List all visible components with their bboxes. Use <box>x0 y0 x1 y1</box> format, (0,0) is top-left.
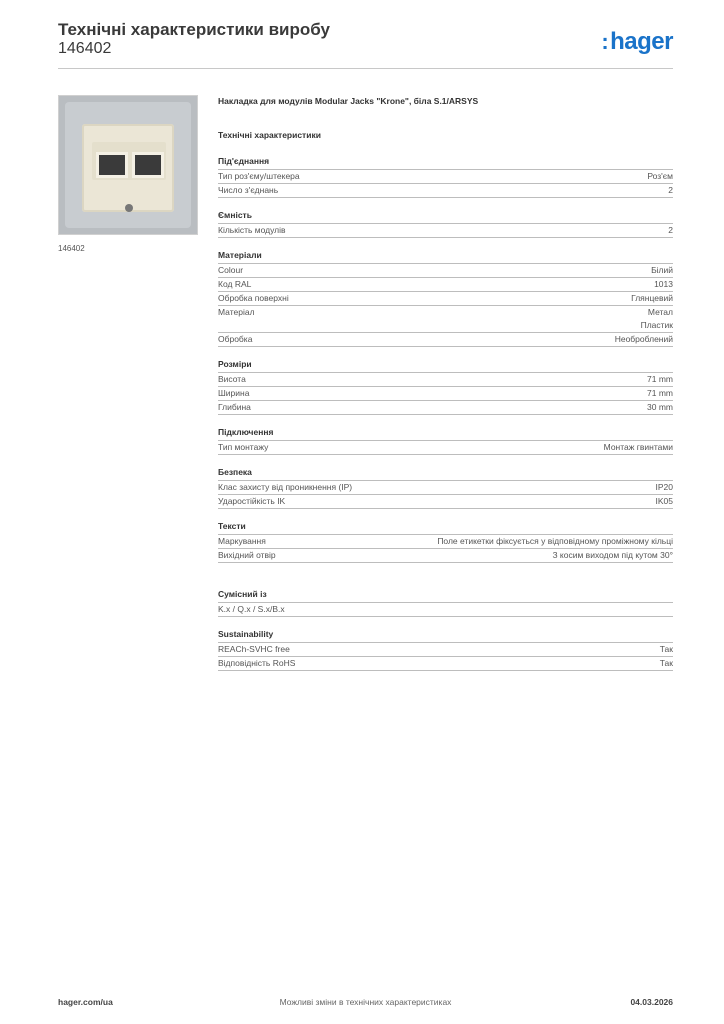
spec-value <box>604 441 673 454</box>
spec-row <box>218 387 673 401</box>
spec-row <box>218 373 673 387</box>
spec-label: Кількість модулів <box>218 225 286 235</box>
header <box>58 20 673 68</box>
header-divider <box>58 68 673 69</box>
section-title: Під'єднання <box>218 156 673 170</box>
section-title: Розміри <box>218 359 673 373</box>
spec-row <box>218 264 673 278</box>
footer-disclaimer: Можливі зміни в технічних характеристиках <box>279 997 452 1007</box>
spec-value-line: Так <box>659 644 673 654</box>
jack-socket-icon <box>96 152 128 178</box>
spec-section <box>218 359 673 415</box>
spec-section <box>218 250 673 347</box>
product-code: 146402 <box>58 40 112 57</box>
spec-value-line: Так <box>659 658 673 668</box>
spec-section <box>218 467 673 509</box>
spec-label: Код RAL <box>218 279 252 289</box>
product-image <box>58 95 198 235</box>
screw-icon <box>125 204 133 212</box>
spec-value <box>654 278 673 291</box>
spec-section <box>218 427 673 455</box>
spec-row <box>218 643 673 657</box>
spec-value-line: Метал <box>647 307 673 317</box>
spec-value <box>615 333 673 346</box>
spec-value-line: 2 <box>668 225 673 235</box>
spec-label: Висота <box>218 374 246 384</box>
spec-value-line: IK05 <box>655 496 673 506</box>
spec-value <box>651 264 673 277</box>
spec-row <box>218 401 673 415</box>
spec-value-line: Поле етикетки фіксується у відповідному проміжному кільці <box>437 536 673 546</box>
spec-row <box>218 292 673 306</box>
jack-panel <box>92 142 166 180</box>
page-title: Технічні характеристики виробу <box>58 20 330 39</box>
spec-section <box>218 156 673 198</box>
spec-row <box>218 170 673 184</box>
spec-content <box>218 96 673 671</box>
section-title: Сумісний із <box>218 589 673 603</box>
spec-row <box>218 278 673 292</box>
spec-row <box>218 535 673 549</box>
jack-socket-icon <box>132 152 164 178</box>
section-title: Тексти <box>218 521 673 535</box>
spec-section <box>218 210 673 238</box>
spec-value <box>641 306 673 332</box>
spec-section <box>218 589 673 617</box>
spec-label: Матеріал <box>218 307 255 317</box>
spec-value-line: З косим виходом під кутом 30° <box>552 550 673 560</box>
spec-label: Ударостійкість IK <box>218 496 286 506</box>
spec-value-line: 71 mm <box>647 374 673 384</box>
spec-value-line: Необроблений <box>614 334 673 344</box>
section-title: Ємність <box>218 210 673 224</box>
spec-value <box>668 224 673 237</box>
spec-section <box>218 629 673 671</box>
footer-date: 04.03.2026 <box>630 997 673 1007</box>
spec-value-line: Глянцевий <box>631 293 673 303</box>
spec-value <box>656 495 674 508</box>
spec-label: K.x / Q.x / S.x/B.x <box>218 604 285 614</box>
spec-value <box>660 657 673 670</box>
spec-value <box>660 643 673 656</box>
spec-value-line: 2 <box>668 185 673 195</box>
logo-dots-icon: : <box>601 29 609 54</box>
spec-value <box>647 401 673 414</box>
spec-row <box>218 657 673 671</box>
spec-value <box>437 535 673 548</box>
tech-heading: Технічні характеристики <box>218 130 321 140</box>
hager-logo[interactable]: :hager <box>601 28 673 55</box>
spec-value-line: Монтаж гвинтами <box>603 442 673 452</box>
spec-value <box>647 387 673 400</box>
cover-frame <box>82 124 174 212</box>
product-name: Накладка для модулів Modular Jacks "Krone", біла S.1/ARSYS <box>218 96 479 106</box>
spec-value-line: Білий <box>651 265 673 275</box>
spec-sections <box>218 156 673 671</box>
spec-row <box>218 603 673 617</box>
spec-label: Ширина <box>218 388 250 398</box>
spec-row <box>218 441 673 455</box>
spec-row <box>218 184 673 198</box>
spec-value-line: 30 mm <box>647 402 673 412</box>
spec-value <box>631 292 673 305</box>
spec-row <box>218 333 673 347</box>
spec-value <box>647 170 673 183</box>
spec-value-line: 1013 <box>654 279 673 289</box>
spec-label: Тип монтажу <box>218 442 269 452</box>
spec-label: Тип роз'єму/штекера <box>218 171 300 181</box>
spec-label: Число з'єднань <box>218 185 279 195</box>
spec-row <box>218 306 673 333</box>
spec-value-line: Роз'єм <box>647 171 673 181</box>
spec-label: Маркування <box>218 536 266 546</box>
spec-section <box>218 521 673 563</box>
spec-value-line: 71 mm <box>647 388 673 398</box>
spec-label: Клас захисту від проникнення (IP) <box>218 482 353 492</box>
spec-row <box>218 549 673 563</box>
spec-value <box>656 481 674 494</box>
spec-label: Colour <box>218 265 244 275</box>
section-title: Підключення <box>218 427 673 441</box>
spec-label: Вихідний отвір <box>218 550 276 560</box>
spec-value <box>552 549 673 562</box>
section-title: Матеріали <box>218 250 673 264</box>
spec-label: Відповідність RoHS <box>218 658 296 668</box>
spec-value <box>647 373 673 386</box>
footer-website-link[interactable]: hager.com/ua <box>58 997 113 1007</box>
section-title: Безпека <box>218 467 673 481</box>
spec-label: REACh-SVHC free <box>218 644 290 654</box>
spec-row <box>218 481 673 495</box>
spec-row <box>218 495 673 509</box>
spec-value-line: Пластик <box>640 320 673 330</box>
spec-label: Обробка поверхні <box>218 293 289 303</box>
spec-row <box>218 224 673 238</box>
spec-value-line: IP20 <box>655 482 673 492</box>
spec-label: Обробка <box>218 334 253 344</box>
spec-value <box>668 184 673 197</box>
image-caption: 146402 <box>58 244 85 253</box>
spec-label: Глибина <box>218 402 251 412</box>
section-title: Sustainability <box>218 629 673 643</box>
